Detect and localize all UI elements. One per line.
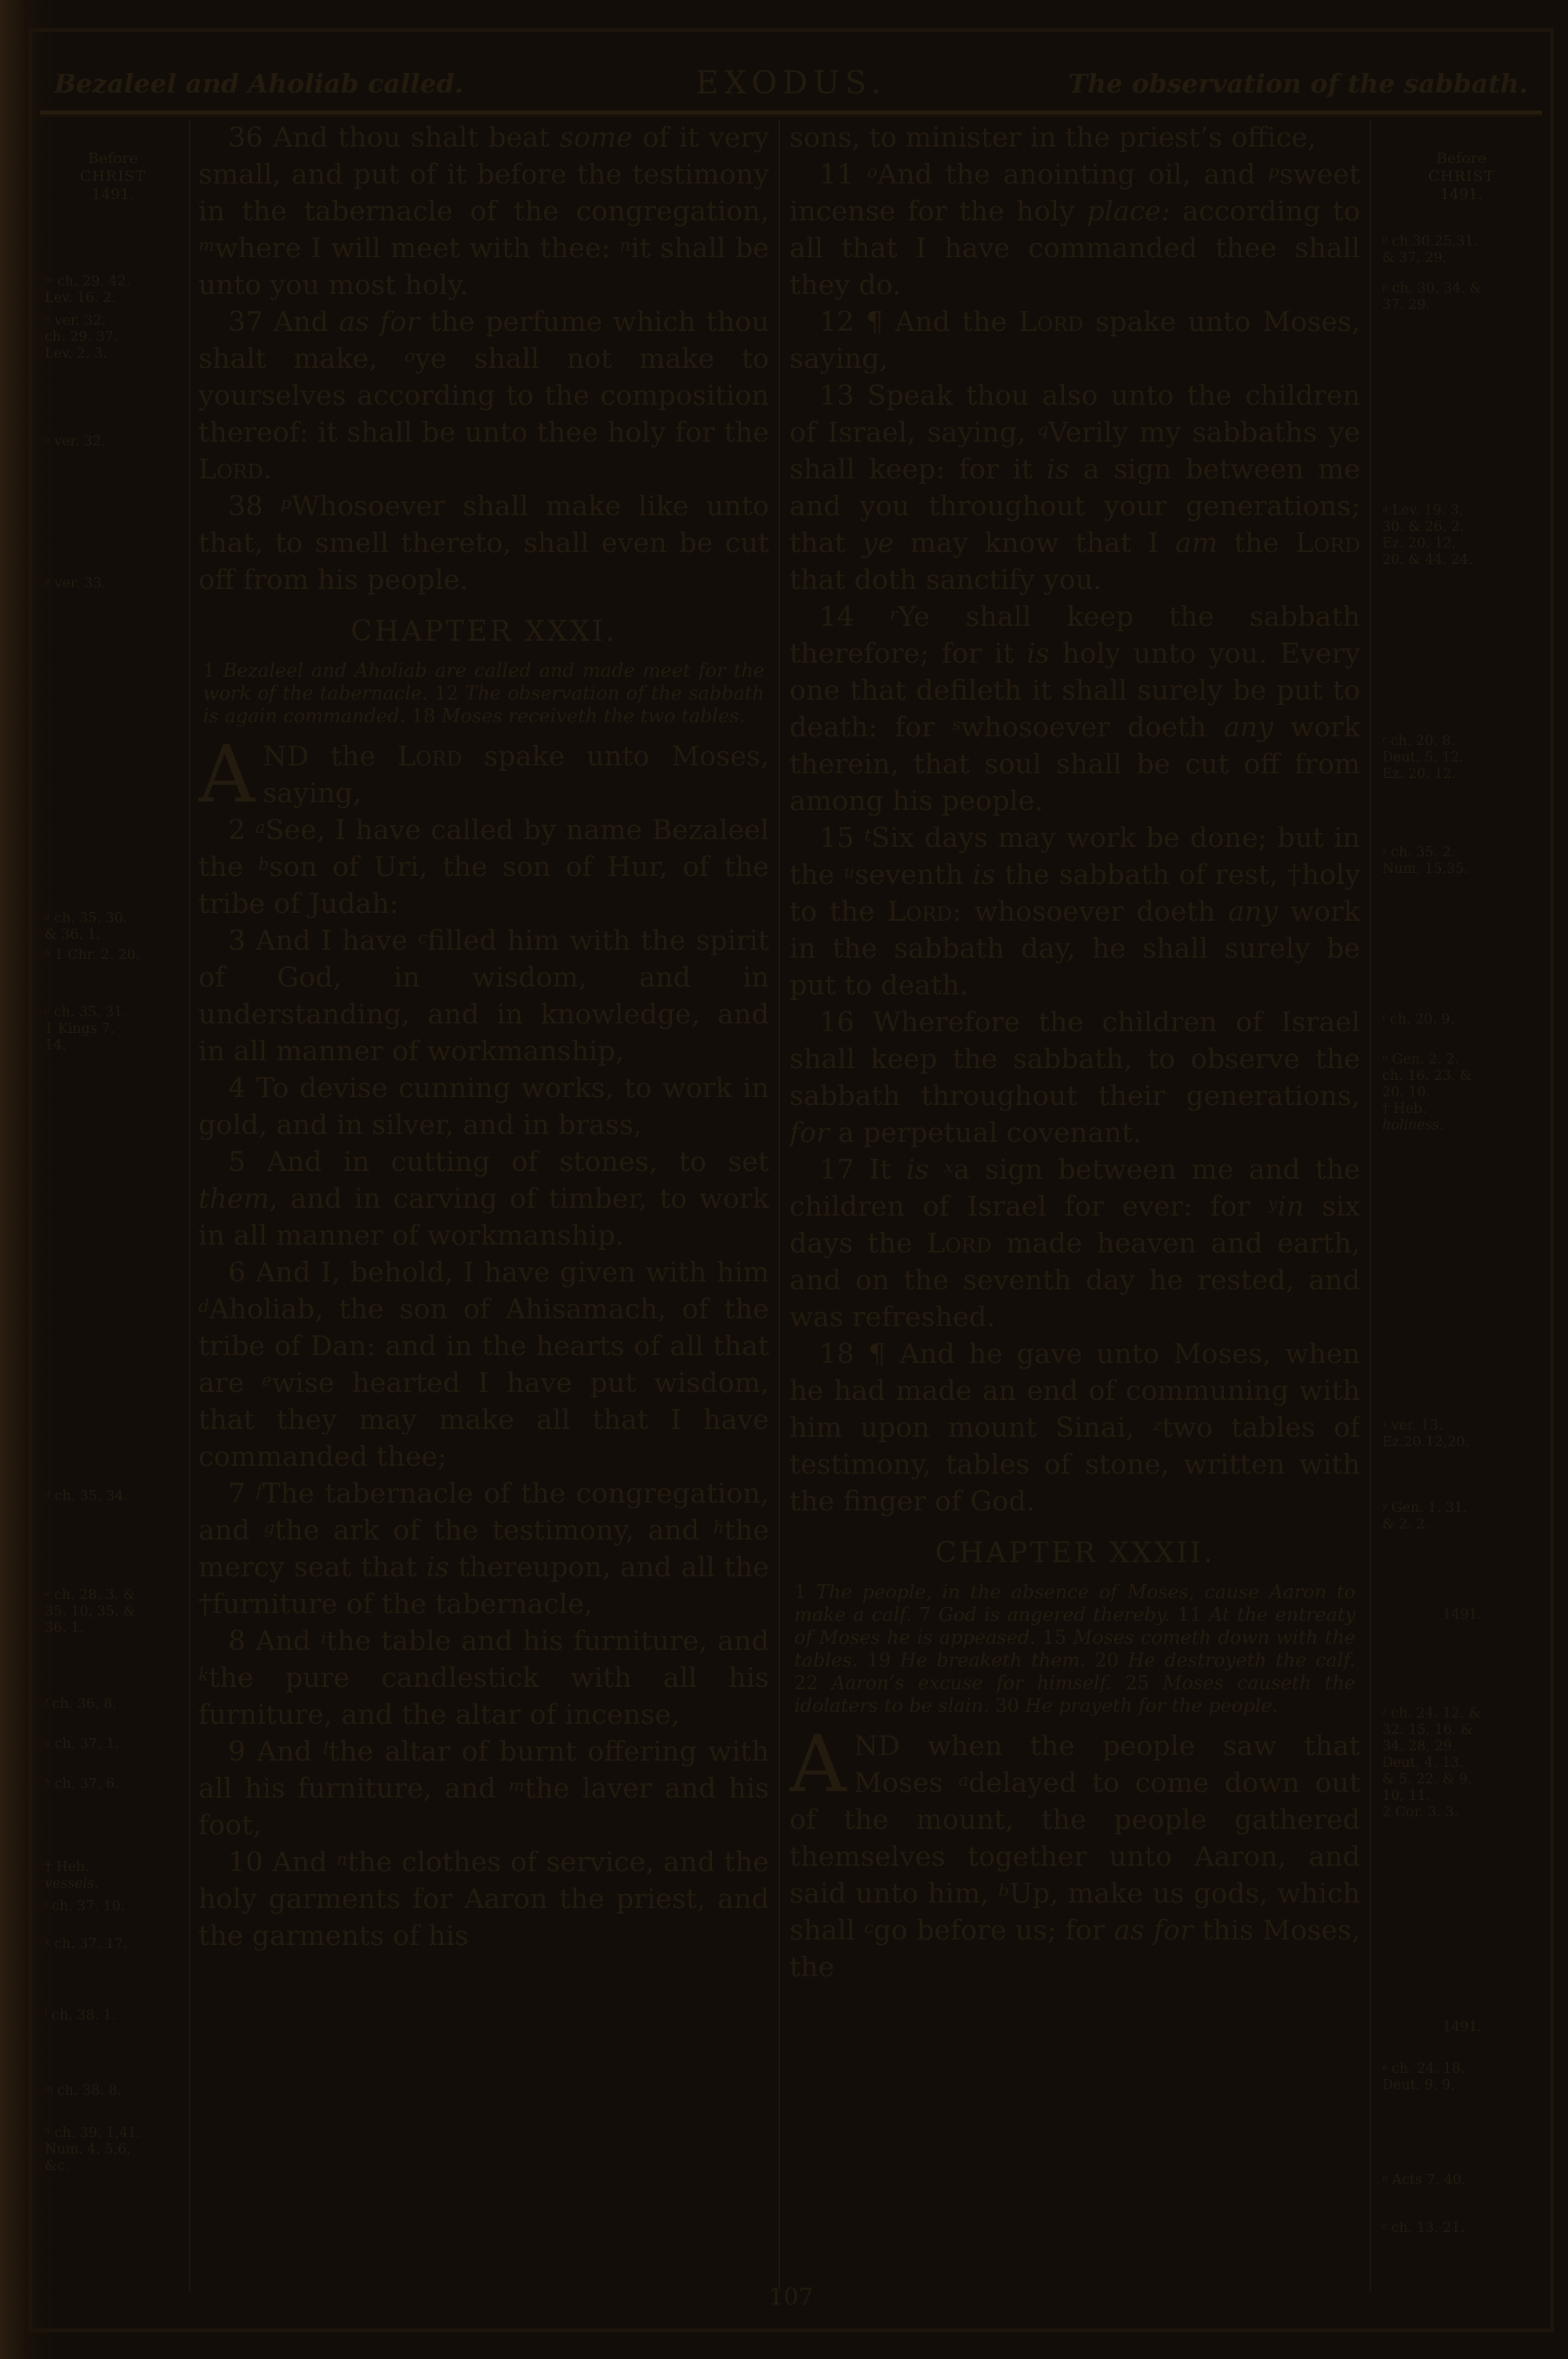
verse-32-1-text: ND when the people saw that Moses $^a$delayed to come down out of the mount, the people gathered themselves together unto Aaron, and said unto him, $^b$Up, make us gods, which shall $^c$go before us; for as for this Moses, the [789,1731,1360,1983]
margin-note: $^a$ ch. 24. 18. Deut. 9. 9. [1382,2061,1465,2093]
chronology-christ: CHRIST [1428,168,1495,185]
margin-note: $^h$ ch. 37. 6. [45,1776,119,1792]
verse-31-17: 17 It is $^x$a sign between me and the children of Israel for ever: for $^y$in six days the Lord made heaven and earth, and on the seventh day he rested, and was refreshed. [789,1154,1360,1333]
verse-31-13: 13 Speak thou also unto the children of Israel, saying, $^q$Verily my sabbaths ye shall keep: for it is a sign between me and you throughout your generations; that ye may know that I am the Lord that doth sanctify you. [789,380,1360,596]
margin-note: $^m$ ch. 38. 8. [45,2083,122,2099]
margin-note: $^z$ ch. 24. 12. & 32. 15, 16. & 34. 28, 29. Deut. 4. 13. & 5. 22. & 9. 10, 11. 2 Cor. 3. 3. [1382,1706,1481,1820]
margin-note-year: 1491. [1442,2019,1483,2035]
margin-note: $^c$ ch. 13. 21. [1382,2220,1465,2236]
chapter-31-summary: 1 Bezaleel and Aholiab are called and made meet for the work of the tabernacle. 12 The observation of the sabbath is again commanded. 18 Moses receiveth the two tables. [203,660,765,727]
chapter-32-summary: 1 The people, in the absence of Moses, cause Aaron to make a calf. 7 God is angered thereby. 11 At the entreaty of Moses he is appeased. 15 Moses cometh down with the tables. 19 He breaketh them. 20 He destroyeth the calf. 22 Aaron’s excuse for himself. 25 Moses causeth the idolaters to be slain. 30 He prayeth for the people. [794,1581,1356,1717]
verse-31-10: 10 And $^n$the clothes of service, and the holy garments for Aaron the priest, and the garments of his [198,1847,769,1952]
book-page [28,28,1554,2332]
verse-31-5: 5 And in cutting of stones, to set them, and in carving of timber, to work in all manner of workmanship. [198,1147,769,1252]
verse-31-15: 15 $^t$Six days may work be done; but in the $^u$seventh is the sabbath of rest, †holy to the Lord: whosoever doeth any work in the sabbath day, he shall surely be put to death. [789,823,1360,1001]
verse-31-9: 9 And $^l$the altar of burnt offering with all his furniture, and $^m$the laver and his foot, [198,1736,769,1841]
margin-note: $^p$ ver. 33. [45,576,107,591]
verse-31-1-text: ND the Lord spake unto Moses, saying, [263,741,769,809]
margin-note: $^x$ ver. 13. Ez.20.12,20. [1382,1418,1470,1450]
chronology-note-left [43,150,183,204]
verse-30-38: 38 $^p$Whosoever shall make like unto that, to smell thereto, shall even be cut off from his people. [198,491,769,596]
left-margin-column [43,32,183,2328]
margin-note: $^i$ ch. 37. 10. [45,1899,125,1914]
verse-31-10-continued: sons, to minister in the priest’s office, [789,122,1316,154]
column-rule-center [779,120,780,2291]
verse-31-6: 6 And I, behold, I have given with him $^d$Aholiab, the son of Ahisamach, of the tribe of Dan: and in the hearts of all that are $^e$wise hearted I have put wisdom, that they may make all that I have commanded thee; [198,1257,769,1473]
margin-note: $^o$ ver. 32. [45,434,106,449]
text-column-right [789,120,1360,2297]
margin-note: $^b$ 1 Chr. 2. 20. [45,947,140,963]
margin-note: $^g$ ch. 37. 1. [45,1736,119,1752]
margin-note: $^a$ ch. 35. 30. & 36. 1. [45,911,128,943]
drop-cap-initial: A [198,729,256,820]
margin-note: $^k$ ch. 37. 17. [45,1936,128,1952]
drop-cap-initial: A [789,1718,847,1810]
verse-31-11: 11 $^o$And the anointing oil, and $^p$sweet incense for the holy place: according to all that I have commanded thee shall they do. [789,159,1360,301]
verse-31-16: 16 Wherefore the children of Israel shall keep the sabbath, to observe the sabbath throughout their generations, for a perpetual covenant. [789,1007,1360,1149]
margin-note: $^n$ ch. 39. 1,41. Num. 4. 5,6, &c. [45,2125,141,2174]
verse-32-1 [789,1718,1360,1986]
margin-note-year: 1491. [1442,1607,1483,1623]
margin-note: $^q$ Lev. 19. 3, 30. & 26. 2. Ez. 20. 12, 20. & 44. 24. [1382,503,1473,568]
margin-note: $^l$ ch. 38. 1. [45,2008,117,2023]
margin-note: $^u$ Gen. 2. 2. ch. 16. 23. & 20. 10. † Heb. holiness. [1382,1052,1472,1133]
running-head-left: Bezaleel and Aholiab called. [54,68,464,99]
chronology-year: 1491. [91,186,135,203]
column-rule-right [1370,120,1371,2291]
verse-31-12: 12 ¶ And the Lord spake unto Moses, saying, [789,307,1360,375]
verse-31-4: 4 To devise cunning works, to work in gold, and in silver, and in brass, [198,1073,769,1141]
margin-note: $^b$ Acts 7. 40. [1382,2172,1466,2188]
book-title: EXODUS. [695,65,887,101]
chapter-32-heading: CHAPTER XXXII. [935,1537,1215,1569]
chronology-before: Before [87,150,138,167]
margin-note: $^f$ ch. 36. 8. [45,1696,117,1712]
header-rule [40,111,1542,114]
margin-note: $^m$ ch. 29. 42. Lev. 16. 2. [45,274,131,306]
margin-note: $^s$ ch. 35. 2. Num. 15.35. [1382,845,1468,877]
running-head-right: The observation of the sabbath. [1068,68,1528,99]
margin-note: $^y$ Gen. 1. 31. & 2. 2. [1382,1500,1468,1532]
right-margin-column [1381,32,1542,2328]
margin-note: $^o$ ch.30.25,31. & 37. 29. [1382,234,1479,266]
margin-note: $^r$ ch. 20. 8. Deut. 5. 12. Ez. 20. 12. [1382,733,1464,782]
page-number: 107 [768,2284,814,2311]
verse-31-14: 14 $^r$Ye shall keep the sabbath therefore; for it is holy unto you. Every one that defileth it shall surely be put to death: for $^s$whosoever doeth any work therein, that soul shall be cut off from among his people. [789,602,1360,817]
verse-31-8: 8 And $^i$the table and his furniture, and $^k$the pure candlestick with all his furniture, and the altar of incense, [198,1626,769,1731]
margin-note: † Heb. vessels. [45,1859,99,1892]
chronology-year: 1491. [1439,186,1483,203]
verse-31-2: 2 $^a$See, I have called by name Bezaleel the $^b$son of Uri, the son of Hur, of the tribe of Judah: [198,815,769,920]
chapter-31-heading: CHAPTER XXXI. [350,616,617,648]
verse-31-7: 7 $^f$The tabernacle of the congregation, and $^g$the ark of the testimony, and $^h$the mercy seat that is thereupon, and all the †furniture of the tabernacle, [198,1478,769,1620]
margin-note: $^c$ ch. 35. 31. 1 Kings 7. 14. [45,1005,128,1053]
column-rule-left [189,120,191,2291]
verse-31-1 [198,729,769,820]
chronology-before: Before [1436,150,1486,167]
text-column-left [198,120,769,2297]
verse-31-3: 3 And I have $^c$filled him with the spirit of God, in wisdom, and in understanding, and in knowledge, and in all manner of workmanship, [198,925,769,1067]
verse-30-36: 36 And thou shalt beat some of it very small, and put of it before the testimony in the tabernacle of the congregation, $^m$where I will meet with thee: $^n$it shall be unto you most holy. [198,122,769,301]
margin-note: $^e$ ch. 28. 3. & 35. 10, 35. & 36. 1. [45,1587,136,1636]
chronology-christ: CHRIST [79,168,147,185]
verse-30-37: 37 And as for the perfume which thou shalt make, $^o$ye shall not make to yourselves according to the composition thereof: it shall be unto thee holy for the Lord. [198,307,769,485]
margin-note: $^t$ ch. 20. 9. [1382,1012,1455,1027]
margin-note: $^n$ ver. 32. ch. 29. 37. Lev. 2. 3. [45,313,118,362]
margin-note: $^p$ ch. 30. 34. & 37. 29. [1382,281,1483,313]
verse-31-18: 18 ¶ And he gave unto Moses, when he had made an end of communing with him upon mount Sinai, $^z$two tables of testimony, tables of stone, written with the finger of God. [789,1339,1360,1518]
chronology-note-right [1381,150,1542,204]
margin-note: $^d$ ch. 35. 34. [45,1488,128,1504]
